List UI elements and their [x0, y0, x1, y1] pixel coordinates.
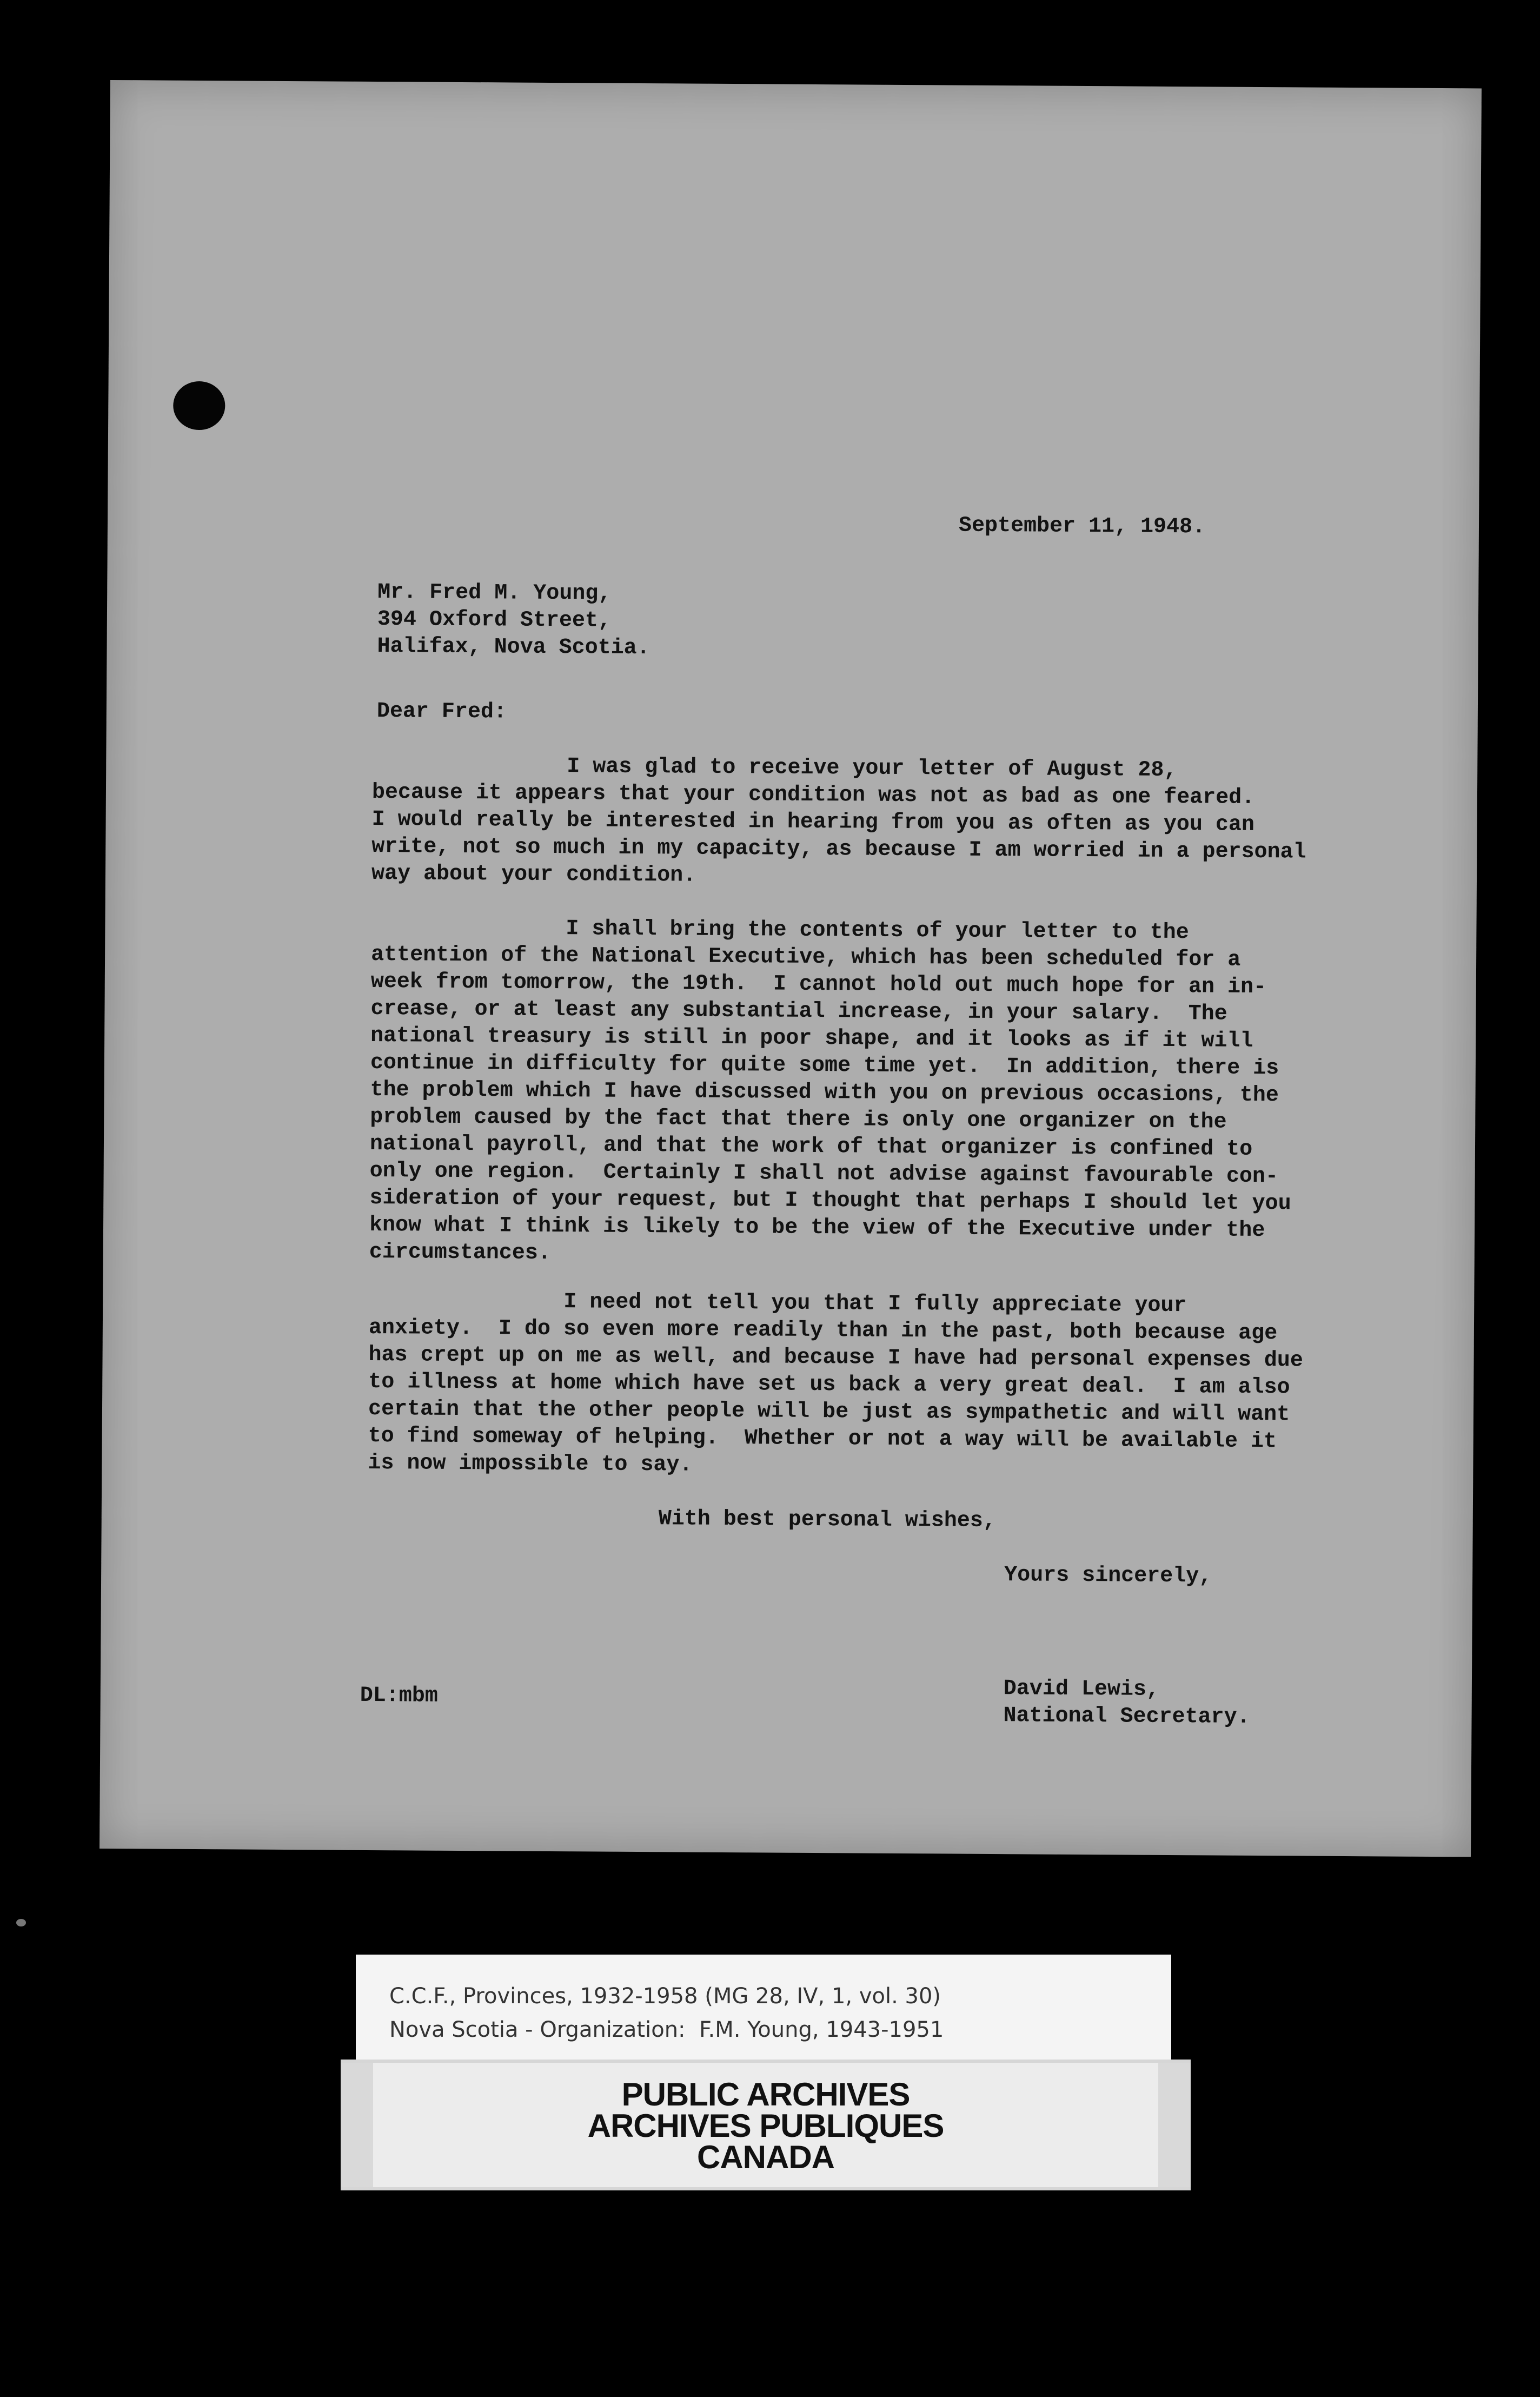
salutation: Dear Fred:: [376, 699, 507, 725]
recipient-street: 394 Oxford Street,: [377, 607, 612, 633]
signoff: Yours sincerely,: [1004, 1563, 1212, 1589]
signature-title: National Secretary.: [1003, 1704, 1250, 1730]
paragraph-2: I shall bring the contents of your letter to the attention of the National Executive, which has been scheduled for a week from tomorrow, the 19th. I cannot hold out much hope for an in- crease, or at least any substantial increase, in your salary. The national treasury is still in poor shape, and it looks as if it will continue in difficulty for quite some time yet. In addition, there is the problem which I have discussed with you on previous occasions, the problem caused by the fact that there is only one organizer on the national payroll, and that the work of that organizer is confined to only one region. Certainly I shall not advise against favourable con- sideration of your request, but I thought that perhaps I should let you know what I think is likely to be the view of the Executive under the circumstances.: [369, 915, 1291, 1266]
archive-reference-line-1: C.C.F., Provinces, 1932-1958 (MG 28, IV, 1, vol. 30): [389, 1984, 941, 2009]
recipient-name: Mr. Fred M. Young,: [377, 580, 612, 606]
typist-initials: DL:mbm: [360, 1683, 438, 1709]
film-speck: [16, 1919, 26, 1926]
punch-hole: [173, 381, 225, 431]
archive-reference-label: [356, 1955, 1171, 2061]
signature-name: David Lewis,: [1003, 1677, 1160, 1702]
archive-stamp: [341, 2060, 1191, 2190]
recipient-address: [377, 579, 650, 662]
archive-stamp-line-3: CANADA: [697, 2139, 834, 2175]
archive-stamp-line-1: PUBLIC ARCHIVES: [621, 2076, 910, 2113]
archive-reference-line-2: Nova Scotia - Organization: F.M. Young, 1943-1951: [389, 2017, 944, 2042]
letter-page: [99, 80, 1482, 1857]
closing-line: With best personal wishes,: [658, 1507, 997, 1534]
paragraph-3: I need not tell you that I fully appreciate your anxiety. I do so even more readily than in the past, both because age has crept up on me as well, and because I have had personal expenses due to illness at home which have set us back a very great deal. I am also certain that the other people will be just as sympathetic and will want to find someway of helping. Whether or not a way will be available it is now impossible to say.: [368, 1288, 1303, 1478]
archive-stamp-line-2: ARCHIVES PUBLIQUES: [587, 2108, 944, 2144]
recipient-city: Halifax, Nova Scotia.: [377, 634, 650, 661]
letter-date: September 11, 1948.: [958, 513, 1206, 540]
paragraph-1: I was glad to receive your letter of August 28, because it appears that your condition was not as bad as one feared. I would really be interested in hearing from you as often as you can write, not so much in my capacity, as because I am worried in a personal way about your condition.: [371, 753, 1306, 888]
